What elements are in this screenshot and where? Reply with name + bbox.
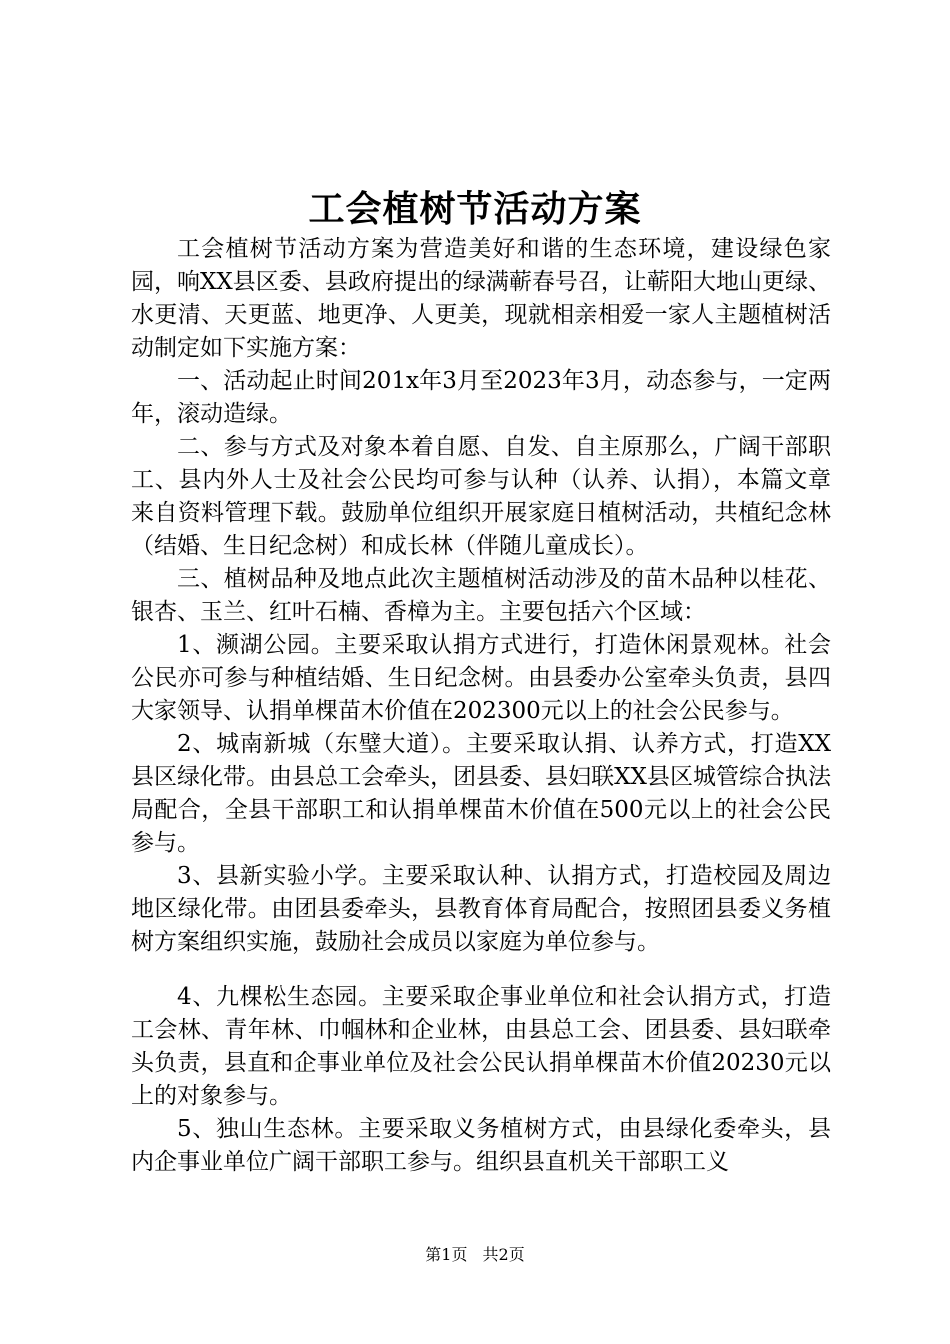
document-body bbox=[131, 233, 831, 1179]
paragraph-item-3: 3、县新实验小学。主要采取认种、认捐方式，打造校园及周边地区绿化带。由团县委牵头，县教育体育局配合，按照团县委义务植树方案组织实施，鼓励社会成员以家庭为单位参与。 bbox=[131, 863, 831, 955]
document-title: 工会植树节活动方案 bbox=[308, 188, 642, 230]
paragraph-item-2: 2、城南新城（东璧大道）。主要采取认捐、认养方式，打造XX县区绿化带。由县总工会牵头，团县委、县妇联XX县区城管综合执法局配合，全县干部职工和认捐单棵苗木价值在500元以上的社会公民参与。 bbox=[131, 731, 831, 856]
paragraph-item-5: 5、独山生态林。主要采取义务植树方式，由县绿化委牵头，县内企事业单位广阔干部职工参与。组织县直机关干部职工义 bbox=[131, 1116, 831, 1175]
page-number: 第1页 bbox=[425, 1245, 468, 1264]
page-footer bbox=[0, 1243, 950, 1267]
paragraph-item-4: 4、九棵松生态园。主要采取企事业单位和社会认捐方式，打造工会林、青年林、巾帼林和企业林，由县总工会、团县委、县妇联牵头负责，县直和企事业单位及社会公民认捐单棵苗木价值20230元以上的对象参与。 bbox=[131, 984, 831, 1109]
paragraph-intro: 工会植树节活动方案为营造美好和谐的生态环境，建设绿色家园，响XX县区委、县政府提出的绿满蕲春号召，让蕲阳大地山更绿、水更清、天更蓝、地更净、人更美，现就相亲相爱一家人主题植树活动制定如下实施方案： bbox=[131, 236, 831, 361]
paragraph-section-3: 三、植树品种及地点此次主题植树活动涉及的苗木品种以桂花、银杏、玉兰、红叶石楠、香樟为主。主要包括六个区域： bbox=[131, 566, 831, 625]
paragraph-section-1: 一、活动起止时间201x年3月至2023年3月，动态参与，一定两年，滚动造绿。 bbox=[131, 368, 831, 427]
paragraph-item-1: 1、濒湖公园。主要采取认捐方式进行，打造休闲景观林。社会公民亦可参与种植结婚、生日纪念树。由县委办公室牵头负责，县四大家领导、认捐单棵苗木价值在202300元以上的社会公民参与。 bbox=[131, 632, 831, 724]
page-total: 共2页 bbox=[482, 1245, 525, 1264]
paragraph-section-2: 二、参与方式及对象本着自愿、自发、自主原那么，广阔干部职工、县内外人士及社会公民均可参与认种（认养、认捐），本篇文章来自资料管理下载。鼓励单位组织开展家庭日植树活动，共植纪念林（结婚、生日纪念树）和成长林（伴随儿童成长）。 bbox=[131, 434, 831, 559]
